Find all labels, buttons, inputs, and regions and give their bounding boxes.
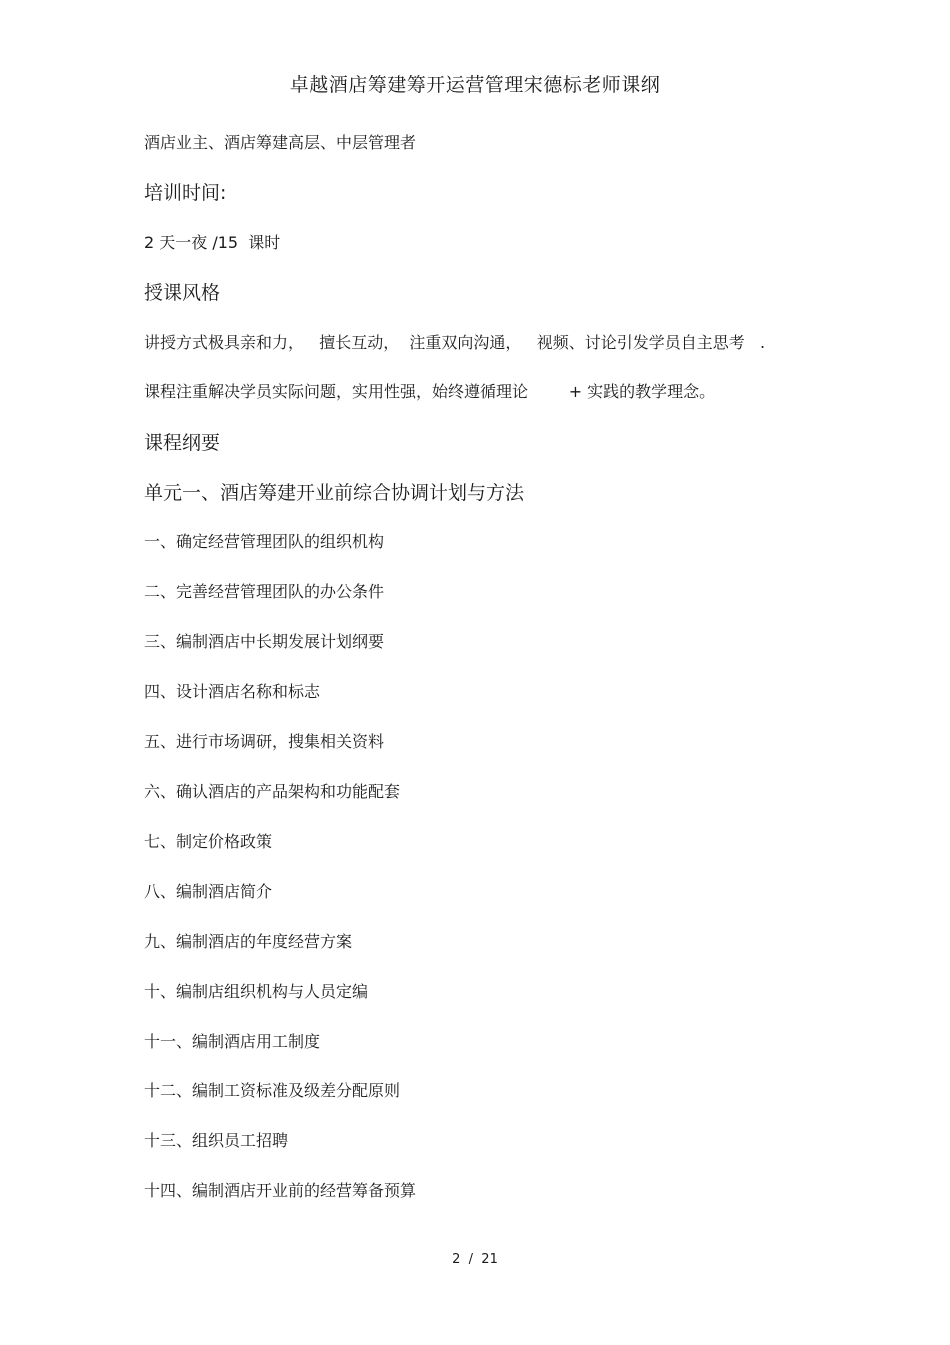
style-heading: 授课风格 [144,282,221,304]
list-item: 二、完善经营管理团队的办公条件 [144,582,385,601]
style-text-2: 课程注重解决学员实际问题，实用性强，始终遵循理论 + 实践的教学理念。 [144,382,716,401]
style-text-1: 讲授方式极具亲和力， 擅长互动， 注重双向沟通， 视频、讨论引发学员自主思考 . [144,333,766,352]
unit-1-heading: 单元一、酒店筹建开业前综合协调计划与方法 [144,482,525,504]
list-item: 四、设计酒店名称和标志 [144,682,321,701]
list-item: 五、进行市场调研，搜集相关资料 [144,732,385,751]
list-item: 八、编制酒店简介 [144,882,273,901]
document-title: 卓越酒店筹建筹开运营管理宋德标老师课纲 [289,74,661,96]
list-item: 九、编制酒店的年度经营方案 [144,932,353,951]
training-time-heading: 培训时间: [144,182,227,204]
training-time-text: 2 天一夜 /15 课时 [144,233,281,252]
audience-text: 酒店业主、酒店筹建高层、中层管理者 [144,133,417,152]
list-item: 十四、编制酒店开业前的经营筹备预算 [144,1181,417,1200]
outline-heading: 课程纲要 [144,432,221,454]
list-item: 十一、编制酒店用工制度 [144,1032,321,1051]
list-item: 三、编制酒店中长期发展计划纲要 [144,632,385,651]
list-item: 十二、编制工资标准及级差分配原则 [144,1081,401,1100]
page-indicator: 2 / 21 [452,1252,498,1267]
list-item: 一、确定经营管理团队的组织机构 [144,532,385,551]
list-item: 七、制定价格政策 [144,832,273,851]
list-item: 六、确认酒店的产品架构和功能配套 [144,782,401,801]
list-item: 十三、组织员工招聘 [144,1131,289,1150]
list-item: 十、编制店组织机构与人员定编 [144,982,369,1001]
